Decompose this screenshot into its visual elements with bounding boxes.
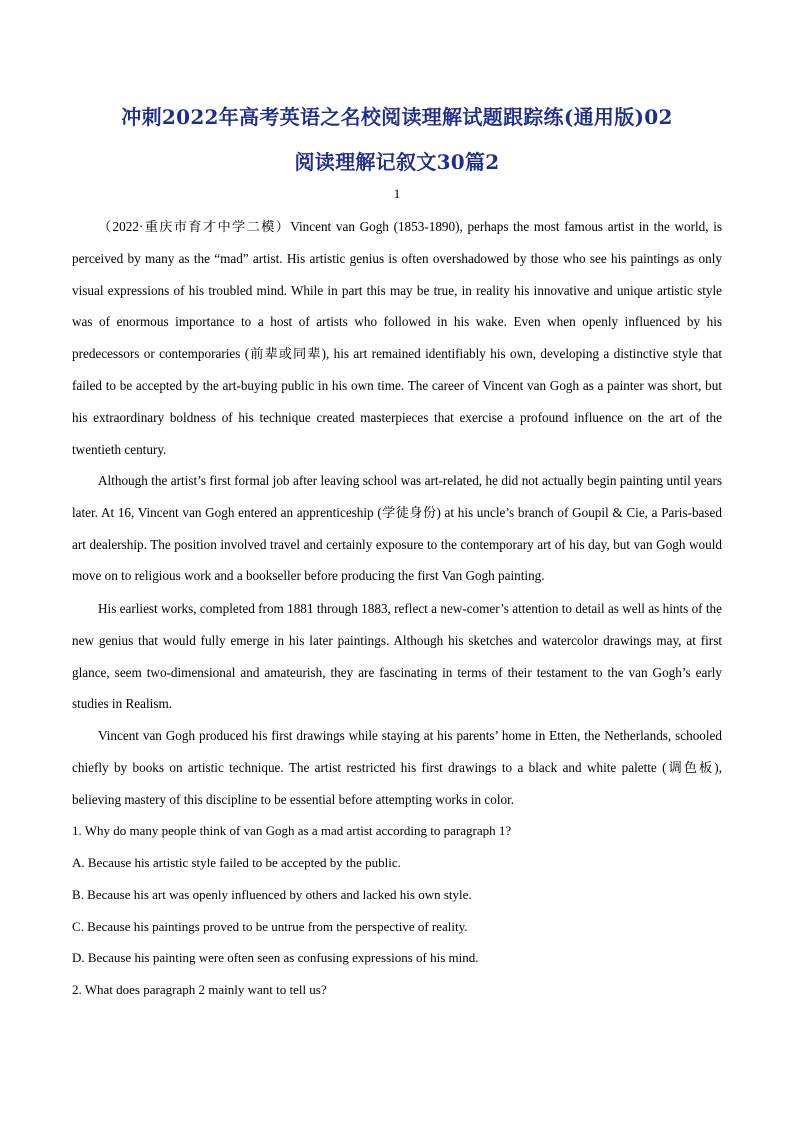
question-1-option-a: A. Because his artistic style failed to be accepted by the public. [72,855,401,870]
question-1-stem: 1. Why do many people think of van Gogh as a mad artist according to paragraph 1? [72,823,512,838]
passage-paragraph-3: His earliest works, completed from 1881 through 1883, reflect a new-comer’s attention to detail as well as hints of the new genius that would fully emerge in his later paintings. Although his sketches and watercolor drawings may, at first glance, seem two-dimensional and amateurish, they are fascinating in terms of their testament to the van Gogh’s early studies in Realism. [72,601,722,712]
document-title-line-2: 阅读理解记叙文30篇2 [294,150,500,174]
passage-number: 1 [393,186,401,201]
question-1-option-b: B. Because his art was openly influenced by others and lacked his own style. [72,887,472,902]
passage-paragraph-2: Although the artist’s first formal job after leaving school was art-related, he did not actually begin painting until years later. At 16, Vincent van Gogh entered an apprenticeship (学徒身份) at his uncle’s branch of Goupil & Cie, a Paris-based art dealership. The position involved travel and certainly exposure to the contemporary art of his day, but van Gogh would move on to religious work and a bookseller before producing the first Van Gogh painting. [72,473,722,584]
question-1-option-d: D. Because his painting were often seen as confusing expressions of his mind. [72,950,479,965]
question-2-stem: 2. What does paragraph 2 mainly want to tell us? [72,982,327,997]
document-title-line-1: 冲刺2022年高考英语之名校阅读理解试题跟踪练(通用版)02 [121,105,673,129]
passage-paragraph-4: Vincent van Gogh produced his first drawings while staying at his parents’ home in Etten, the Netherlands, schooled chiefly by books on artistic technique. The artist restricted his first drawings to a black and white palette (调色板), believing mastery of this discipline to be essential before attempting works in color. [72,728,722,807]
passage-paragraph-1: （2022·重庆市育才中学二模）Vincent van Gogh (1853-1890), perhaps the most famous artist in the world, is perceived by many as the “mad” artist. His artistic genius is often overshadowed by those who see his paintings as only visual expressions of his troubled mind. While in part this may be true, in reality his innovative and unique artistic style was of enormous importance to a host of artists who followed in his wake. Even when openly influenced by his predecessors or contemporaries (前辈或同辈), his art remained identifiably his own, developing a distinctive style that failed to be accepted by the art-buying public in his own time. The career of Vincent van Gogh as a painter was short, but his extraordinary boldness of his technique created masterpieces that exercise a profound influence on the art of the twentieth century. [72,219,722,457]
question-1-option-c: C. Because his paintings proved to be untrue from the perspective of reality. [72,919,468,934]
